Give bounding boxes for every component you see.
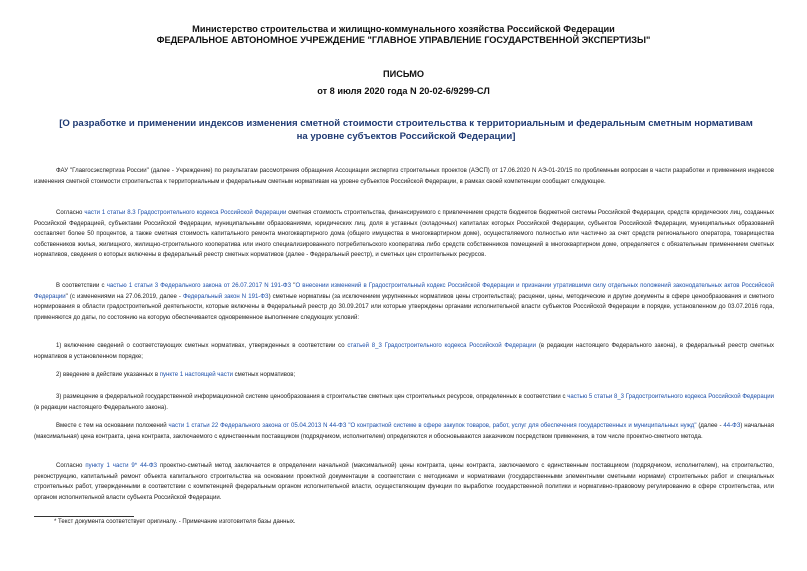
paragraph-text: ) сметные нормативы (за исключением укрупненных нормативов цены строительства); расценки, цены, методические и другие документы в сфере ценообразования и сметного нормирования в области градостроительной деятельности, которые включены в Федеральный реестр до 30.09.2017 или которые утверждены органами исполнительной власти субъектов Российской Федерации в порядке, установленном до 03.07.2016 года, применяются до даты, по состоянию на которую обеспечивается одновременное выполнение следующих условий: (34, 293, 775, 321)
paragraph-text: " (с изменениями на 27.06.2019, далее - (65, 293, 183, 300)
paragraph-text: сметных нормативов; (232, 372, 296, 378)
paragraph-text: (в редакции настоящего Федерального закона), в федеральный реестр сметных нормативов в установленном порядке; (34, 343, 774, 360)
paragraph-7 (34, 421, 774, 442)
paragraph-text: Вместе с тем на основании положений (56, 423, 169, 429)
agency-name: ФЕДЕРАЛЬНОЕ АВТОНОМНОЕ УЧРЕЖДЕНИЕ "ГЛАВНОЕ УПРАВЛЕНИЕ ГОСУДАРСТВЕННОЙ ЭКСПЕРТИЗЫ" (156, 35, 651, 45)
law-link[interactable]: пункту 1 части 9* 44-ФЗ (85, 463, 158, 469)
paragraph-3 (34, 281, 774, 323)
law-link[interactable]: О внесении изменений в Градостроительный кодекс Российской Федерации и признании утратившими силу отдельных положений законодательных актов Российской Федерации (34, 283, 774, 300)
law-link[interactable]: 44-ФЗ (723, 423, 741, 429)
paragraph-text: ) начальная (максимальная) цена контракта, цена контракта, заключаемого с единственным поставщиком (подрядчиком, исполнителем) определяются и обосновываются заказчиком посредством применения, в том числе проектно-сметного метода. (34, 423, 775, 440)
paragraph-text: (в редакции настоящего Федерального закона). (34, 404, 168, 411)
law-link[interactable]: статьей 8_3 Градостроительного кодекса Российской Федерации (347, 343, 537, 349)
paragraph-text: 1) включение сведений о соответствующих сметных нормативах, утвержденных в соответствии со (56, 343, 348, 349)
paragraph-text: Согласно (56, 210, 85, 216)
paragraph-text: 3) размещение в федеральной государственной информационной системе ценообразования в строительстве сметных цен строительных ресурсов, определенных в соответствии с (56, 394, 568, 400)
paragraph-8 (34, 461, 774, 503)
paragraph-5 (34, 370, 774, 381)
paragraph-text: проектно-сметный метод заключается в определении начальной (максимальной) цены контракта, цены контракта, заключаемого с единственным поставщиком (подрядчиком, исполнителем), на строительство, реконструкцию, капитальный ремонт объекта капитального строительства на основании проектной документации в соответствии с методиками и нормативами (государственными элементными сметными нормами) строительных работ и специальных строительных работ, утвержденными в соответствии с компетенцией федеральным органом исполнительной власти, осуществляющим функции по выработке государственной политики и нормативно-правовому регулированию в сфере строительства, или органом исполнительной власти субъекта Российской Федерации. (34, 463, 774, 501)
document-type: ПИСЬМО (382, 69, 425, 79)
paragraph-text: Согласно (56, 463, 86, 469)
paragraph-text: сметная стоимость строительства, финансируемого с привлечением средств бюджетов бюджетной системы Российской Федерации, средств юридических лиц, созданных Российской Федерацией, субъектами Российской Федерации, муниципальными образованиями, юридических лиц, доля в уставных (складочных) капиталах которых Российской Федерации, субъектов Российской Федерации, муниципальных образований составляет более 50 процентов, а также сметная стоимость капитального ремонта многоквартирного дома (общего имущества в многоквартирном доме), осуществляемого полностью или частично за счет средств регионального оператора, товарищества собственников жилья, жилищного, жилищно-строительного кооператива или иного специализированного потребительского кооператива либо средств собственников помещений в многоквартирном доме, определяется с обязательным применением сметных нормативов, сведения о которых включены в федеральный реестр сметных нормативов (далее - Федеральный реестр), и сметных цен строительных ресурсов. (34, 210, 774, 259)
law-link[interactable]: частью 5 статьи 8_3 Градостроительного кодекса Российской Федерации (567, 394, 774, 400)
paragraph-text: (далее - (696, 423, 724, 429)
law-link[interactable]: частью 1 статьи 3 Федерального закона от 26.07.2017 N 191-ФЗ (106, 283, 292, 289)
law-link[interactable]: Федеральный закон N 191-ФЗ (182, 293, 269, 300)
law-link[interactable]: части 1 статьи 8.3 Градостроительного кодекса Российской Федерации (84, 210, 287, 216)
law-link[interactable]: части 1 статьи 22 Федерального закона от 05.04.2013 N 44-ФЗ "О контрактной системе в сфере закупок товаров, работ, услуг для обеспечения государственных и муниципальных нужд" (168, 423, 697, 429)
paragraph-6 (34, 392, 774, 413)
footnote: * Текст документа соответствует оригиналу. - Примечание изготовителя базы данных. (54, 519, 296, 525)
paragraph-text: В соответствии с (56, 283, 107, 289)
ministry-name: Министерство строительства и жилищно-коммунального хозяйства Российской Федерации (192, 24, 615, 34)
footnote-divider (34, 516, 134, 517)
paragraph-text: " (291, 283, 296, 289)
document-subject: [О разработке и применении индексов изменения сметной стоимости строительства к территориальным и федеральным сметным нормативам на уровне субъектов Российской Федерации] (59, 118, 753, 142)
paragraph-4 (34, 341, 774, 362)
paragraph-1 (34, 166, 774, 187)
document-date-number: от 8 июля 2020 года N 20-02-6/9299-СЛ (317, 86, 490, 96)
paragraph-text: ФАУ "Главгосэкспертиза России" (далее - Учреждение) по результатам рассмотрения обращения Ассоциации экспертиз строительных проектов (АЭСП) от 17.06.2020 N АЭ-01-20/15 по проблемным вопросам в части разработки и применения индексов изменения сметной стоимости строительства к территориальным и федеральным сметным нормативам на уровне субъектов Российской Федерации, в рамках своей компетенции сообщает следующее. (34, 168, 774, 185)
paragraph-text: 2) введение в действие указанных в (56, 372, 160, 378)
law-link[interactable]: пункте 1 настоящей части (159, 372, 233, 378)
paragraph-2 (34, 208, 774, 261)
